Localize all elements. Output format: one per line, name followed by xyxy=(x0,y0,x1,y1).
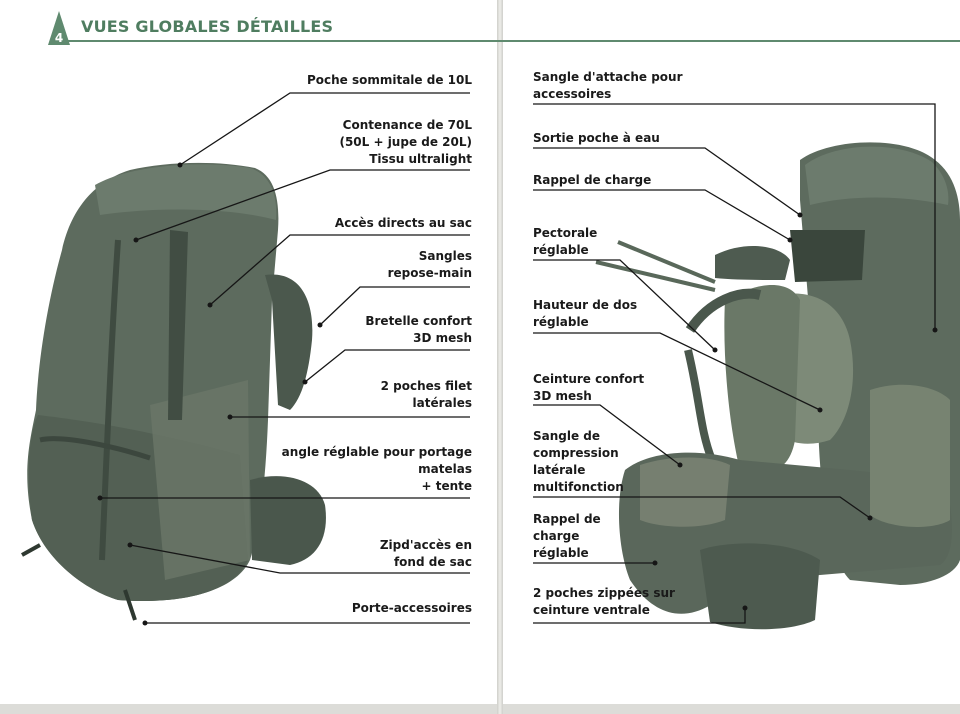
callout-shoulder-strap: Bretelle confort 3D mesh xyxy=(365,314,472,345)
callout-compression-strap: Sangle de compression latérale multifonction xyxy=(533,429,624,494)
callout-top-pocket: Poche sommitale de 10L xyxy=(306,73,472,87)
backpack-back-view xyxy=(596,142,960,629)
callout-hip-load-lifter: Rappel de charge réglable xyxy=(533,512,601,560)
leader-dot-attachment-strap xyxy=(933,328,938,333)
leader-dot-hip-load-lifter xyxy=(653,561,658,566)
callout-capacity: Contenance de 70L (50L + jupe de 20L) Tissu ultralight xyxy=(339,118,472,166)
leader-dot-shoulder-strap xyxy=(303,380,308,385)
callout-load-lifter: Rappel de charge xyxy=(533,173,652,187)
leader-dot-mesh-pockets xyxy=(228,415,233,420)
callout-sternum-strap: Pectorale réglable xyxy=(533,226,598,257)
leader-dot-mat-straps xyxy=(98,496,103,501)
leader-dot-sternum-strap xyxy=(713,348,718,353)
leader-dot-belt-pockets xyxy=(743,606,748,611)
leader-dot-accessory-loops xyxy=(143,621,148,626)
leader-dot-load-lifter xyxy=(788,238,793,243)
callout-belt-pockets: 2 poches zippées sur ceinture ventrale xyxy=(533,586,675,617)
leader-dot-back-length xyxy=(818,408,823,413)
leader-dot-direct-access xyxy=(208,303,213,308)
callout-mat-straps: angle réglable pour portage matelas + tente xyxy=(281,445,472,493)
callout-hip-belt: Ceinture confort 3D mesh xyxy=(533,372,645,403)
callout-back-length: Hauteur de dos réglable xyxy=(533,298,638,329)
leader-dot-hip-belt xyxy=(678,463,683,468)
section-number: 4 xyxy=(54,31,64,45)
leader-dot-hand-straps xyxy=(318,323,323,328)
callout-attachment-strap: Sangle d'attache pour accessoires xyxy=(533,70,683,101)
callout-mesh-pockets: 2 poches filet latérales xyxy=(380,379,472,410)
backpack-front-view xyxy=(22,163,326,620)
callout-hand-straps: Sangles repose-main xyxy=(387,249,472,280)
leader-dot-compression-strap xyxy=(868,516,873,521)
leader-dot-top-pocket xyxy=(178,163,183,168)
leader-dot-hydration-port xyxy=(798,213,803,218)
callout-hydration-port: Sortie poche à eau xyxy=(533,131,660,145)
callout-bottom-zip: Zipd'accès en fond de sac xyxy=(379,538,472,569)
callout-accessory-loops: Porte-accessoires xyxy=(351,601,472,615)
leader-dot-bottom-zip xyxy=(128,543,133,548)
page-title: VUES GLOBALES DÉTAILLES xyxy=(81,17,334,36)
callout-direct-access: Accès directs au sac xyxy=(334,216,472,230)
leader-dot-capacity xyxy=(134,238,139,243)
